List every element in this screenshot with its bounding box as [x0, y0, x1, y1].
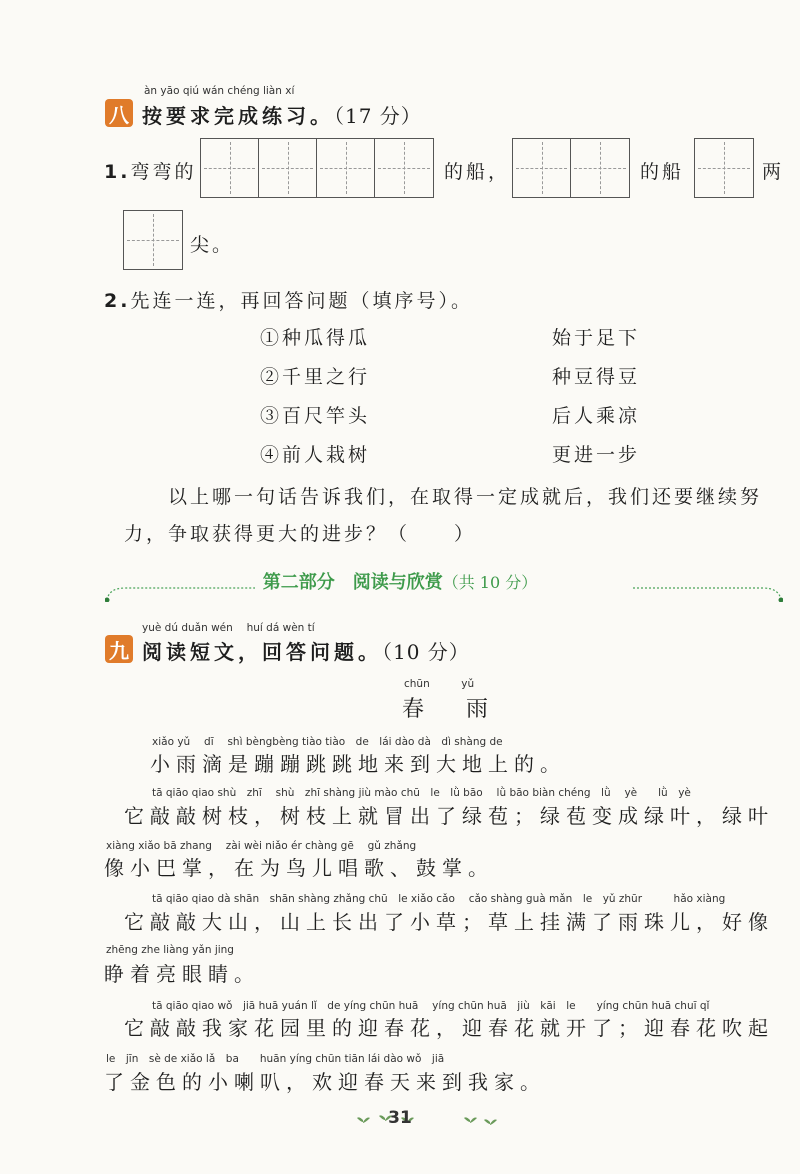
idiom-right-1[interactable]: 始于足下 — [552, 327, 641, 349]
footer-sprout-right-icon — [462, 1110, 512, 1132]
story-line-5-pinyin: zhēng zhe liàng yǎn jing — [106, 944, 234, 956]
section8-heading — [142, 100, 422, 129]
story-line-3-pinyin: xiàng xiǎo bā zhang zài wèi niǎo ér chàng gē gǔ zhǎng — [106, 840, 417, 852]
idiom-right-4[interactable]: 更进一步 — [552, 444, 641, 466]
grid-cell[interactable] — [571, 139, 629, 197]
q1-answer-grid-3[interactable] — [694, 138, 754, 198]
section8-score: （17 分） — [334, 104, 422, 128]
story-line-4-pinyin: tā qiāo qiao dà shān shān shàng zhǎng chū le xiǎo cǎo cǎo shàng guà mǎn le yǔ zhūr hǎo xiàng — [152, 893, 726, 905]
page-number: 31 — [388, 1108, 412, 1128]
q1-label — [104, 157, 196, 184]
q1-answer-grid-2[interactable] — [512, 138, 630, 198]
grid-cell[interactable] — [513, 139, 571, 197]
q2-label — [104, 286, 473, 313]
story-line-2-pinyin: tā qiāo qiao shù zhī shù zhī shàng jiù mào chū le lǜ bāo lǜ bāo biàn chéng lǜ yè lǜ yè — [152, 787, 691, 799]
part2-points: （共 10 分） — [442, 573, 538, 592]
story-line-6-pinyin: tā qiāo qiao wǒ jiā huā yuán lǐ de yíng chūn huā yíng chūn huā jiù kāi le yíng chūn huā chuī qǐ — [152, 1000, 710, 1012]
idiom-right-2[interactable]: 种豆得豆 — [552, 366, 641, 388]
q2-question-line-2[interactable]: 力，争取获得更大的进步？（ ） — [124, 523, 477, 545]
story-line-5: 睁着亮眼睛。 — [104, 962, 260, 986]
q1-answer-grid-4[interactable] — [123, 210, 183, 270]
grid-cell[interactable] — [124, 211, 182, 269]
section8-title: 按要求完成练习。 — [142, 104, 334, 128]
story-line-4: 它敲敲大山，山上长出了小草；草上挂满了雨珠儿，好像 — [124, 910, 774, 934]
section8-badge: 八 — [105, 99, 133, 127]
section9-badge: 九 — [105, 635, 133, 663]
q1-text-d: 两 — [762, 161, 785, 183]
section9-title: 阅读短文，回答问题。 — [142, 640, 382, 664]
story-line-6: 它敲敲我家花园里的迎春花，迎春花就开了；迎春花吹起 — [124, 1016, 774, 1040]
idiom-right-3[interactable]: 后人乘凉 — [552, 405, 641, 427]
q1-text-a: 弯弯的 — [130, 161, 197, 183]
grid-cell[interactable] — [317, 139, 375, 197]
idiom-left-4[interactable]: ④前人栽树 — [260, 444, 371, 466]
q1-text-b: 的船， — [444, 161, 511, 183]
idiom-left-1[interactable]: ①种瓜得瓜 — [260, 327, 371, 349]
story-line-3: 像小巴掌，在为鸟儿唱歌、鼓掌。 — [104, 856, 494, 880]
q1-number: 1. — [104, 161, 131, 183]
q2-number: 2. — [104, 290, 131, 312]
section9-score: （10 分） — [382, 640, 470, 664]
idiom-left-3[interactable]: ③百尺竿头 — [260, 405, 371, 427]
story-line-2: 它敲敲树枝，树枝上就冒出了绿苞；绿苞变成绿叶，绿叶 — [124, 804, 774, 828]
section9-heading — [142, 636, 470, 665]
story-line-1-pinyin: xiǎo yǔ dī shì bèngbèng tiào tiào de lái dào dà dì shàng de — [152, 736, 503, 748]
story-title-pinyin: chūn yǔ — [404, 678, 475, 690]
section9-pinyin: yuè dú duǎn wén huí dá wèn tí — [142, 622, 315, 634]
section8-pinyin: àn yāo qiú wán chéng liàn xí — [144, 85, 295, 97]
q1-answer-grid-1[interactable] — [200, 138, 434, 198]
story-line-1: 小雨滴是蹦蹦跳跳地来到大地上的。 — [150, 752, 566, 776]
grid-cell[interactable] — [695, 139, 753, 197]
story-title: 春 雨 — [402, 697, 499, 722]
q1-text-e: 尖。 — [190, 234, 235, 256]
story-line-7-pinyin: le jīn sè de xiǎo lǎ ba huān yíng chūn tiān lái dào wǒ jiā — [106, 1053, 445, 1065]
part2-heading — [0, 568, 800, 594]
grid-cell[interactable] — [259, 139, 317, 197]
q2-question-line-1: 以上哪一句话告诉我们，在取得一定成就后，我们还要继续努 — [168, 486, 763, 508]
q1-text-c: 的船 — [640, 161, 685, 183]
idiom-left-2[interactable]: ②千里之行 — [260, 366, 371, 388]
part2-title: 第二部分 阅读与欣赏 — [262, 572, 443, 593]
grid-cell[interactable] — [201, 139, 259, 197]
story-line-7: 了金色的小喇叭，欢迎春天来到我家。 — [104, 1070, 546, 1094]
grid-cell[interactable] — [375, 139, 433, 197]
q2-text: 先连一连，再回答问题（填序号）。 — [130, 290, 473, 312]
